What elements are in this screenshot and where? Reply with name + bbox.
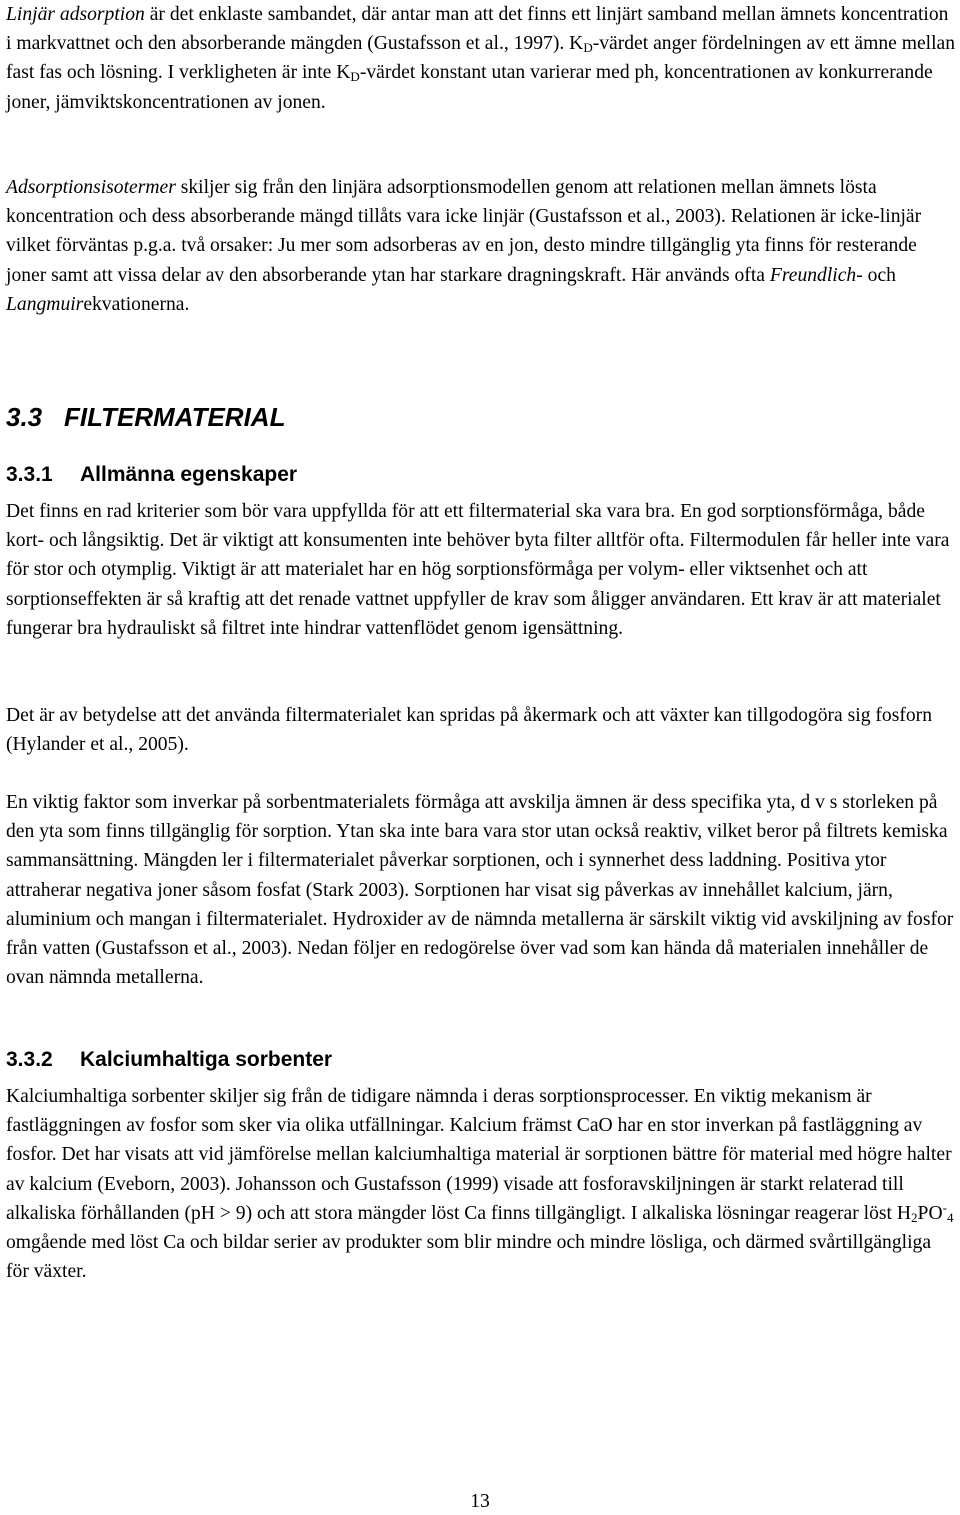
- heading-3-3-2: 3.3.2 Kalciumhaltiga sorbenter: [6, 1048, 333, 1071]
- heading-3-3: 3.3 FILTERMATERIAL: [6, 402, 286, 432]
- term-adsorption-isotherms: Adsorptionsisotermer: [6, 177, 176, 198]
- page-number: 13: [470, 1491, 490, 1512]
- paragraph-linear-adsorption: Linjär adsorption är det enklaste sambandet, där antar man att det finns ett linjärt samband mellan ämnets koncentration i markvattnet och den absorberande mängden (Gustafsson et al., 1997). $K_D$-värdet anger fördelningen av ett ämne mellan fast fas och lösning. I verkligheten är inte $K_D$-värdet konstant utan varierar med ph, koncentrationen av konkurrerande joner, jämviktskoncentrationen av jonen.: [6, 4, 956, 113]
- paragraph-field-spreading: Det är av betydelse att det använda filtermaterialet kan spridas på åkermark och att växter kan tillgodogöra sig fosforn (Hylander et al., 2005).: [6, 705, 932, 756]
- paragraph-specific-surface: En viktig faktor som inverkar på sorbentmaterialets förmåga att avskilja ämnen är dess specifika yta, d v s storleken på den yta som finns tillgänglig för sorption. Ytan ska inte bara vara stor utan också reaktiv, vilket beror på filtrets kemiska sammansättning. Mängden ler i filtermaterialet påverkar sorptionen, och i synnerhet dess laddning. Positiva ytor attraherar negativa joner såsom fosfat (Stark 2003). Sorptionen har visat sig påverkas av innehållet kalcium, järn, aluminium och mangan i filtermaterialet. Hydroxider av de nämnda metallerna är särskilt viktig vid avskiljning av fosfor från vatten (Gustafsson et al., 2003). Nedan följer en redogörelse över vad som kan hända då materialen innehåller de ovan nämnda metallerna.: [6, 792, 954, 989]
- paragraph-adsorption-isotherms: Adsorptionsisotermer skiljer sig från den linjära adsorptionsmodellen genom att relationen mellan ämnets lösta koncentration och dess absorberande mängd tillåts vara icke linjär (Gustafsson et al., 2003). Relationen är icke-linjär vilket förväntas p.g.a. två orsaker: Ju mer som adsorberas av en jon, desto mindre tillgänglig yta finns för resterande joner samt att vissa delar av den absorberande ytan har starkare dragningskraft. Här används ofta Freundlich- och Langmuirekvationerna.: [6, 177, 922, 315]
- term-linear-adsorption: Linjär adsorption: [6, 4, 145, 25]
- paragraph-calcium-sorbents: Kalciumhaltiga sorbenter skiljer sig från de tidigare nämnda i deras sorptionsprocesser. En viktig mekanism är fastläggningen av fosfor som sker via olika utfällningar. Kalcium främst CaO har en stor inverkan på fastläggning av fosfor. Det har visats att vid jämförelse mellan kalciumhaltiga material är sorptionen bättre för material med högre halter av kalcium (Eveborn, 2003). Johansson och Gustafsson (1999) visade att fosforavskiljningen är starkt relaterad till alkaliska förhållanden (pH > 9) och att stora mängder löst Ca finns tillgängligt. I alkaliska lösningar reagerar löst $H_2PO^-_4$ omgående med löst Ca och bildar serier av produkter som blir mindre och mindre lösliga, och därmed svårtillgängliga för växter.: [6, 1086, 954, 1283]
- heading-3-3-1: 3.3.1 Allmänna egenskaper: [6, 463, 298, 486]
- paragraph-filter-criteria: Det finns en rad kriterier som bör vara uppfyllda för att ett filtermaterial ska vara bra. En god sorptionsförmåga, både kort- och långsiktig. Det är viktigt att konsumenten inte behöver byta filter alltför ofta. Filtermodulen får heller inte vara för stor och otymplig. Viktigt är att materialet har en hög sorptionsförmåga per volym- eller viktsenhet och att sorptionseffekten är så kraftig att det renade vattnet uppfyller de krav som åligger användaren. Ett krav är att materialet fungerar bra hydrauliskt så filtret inte hindrar vattenflödet genom igensättning.: [6, 501, 950, 639]
